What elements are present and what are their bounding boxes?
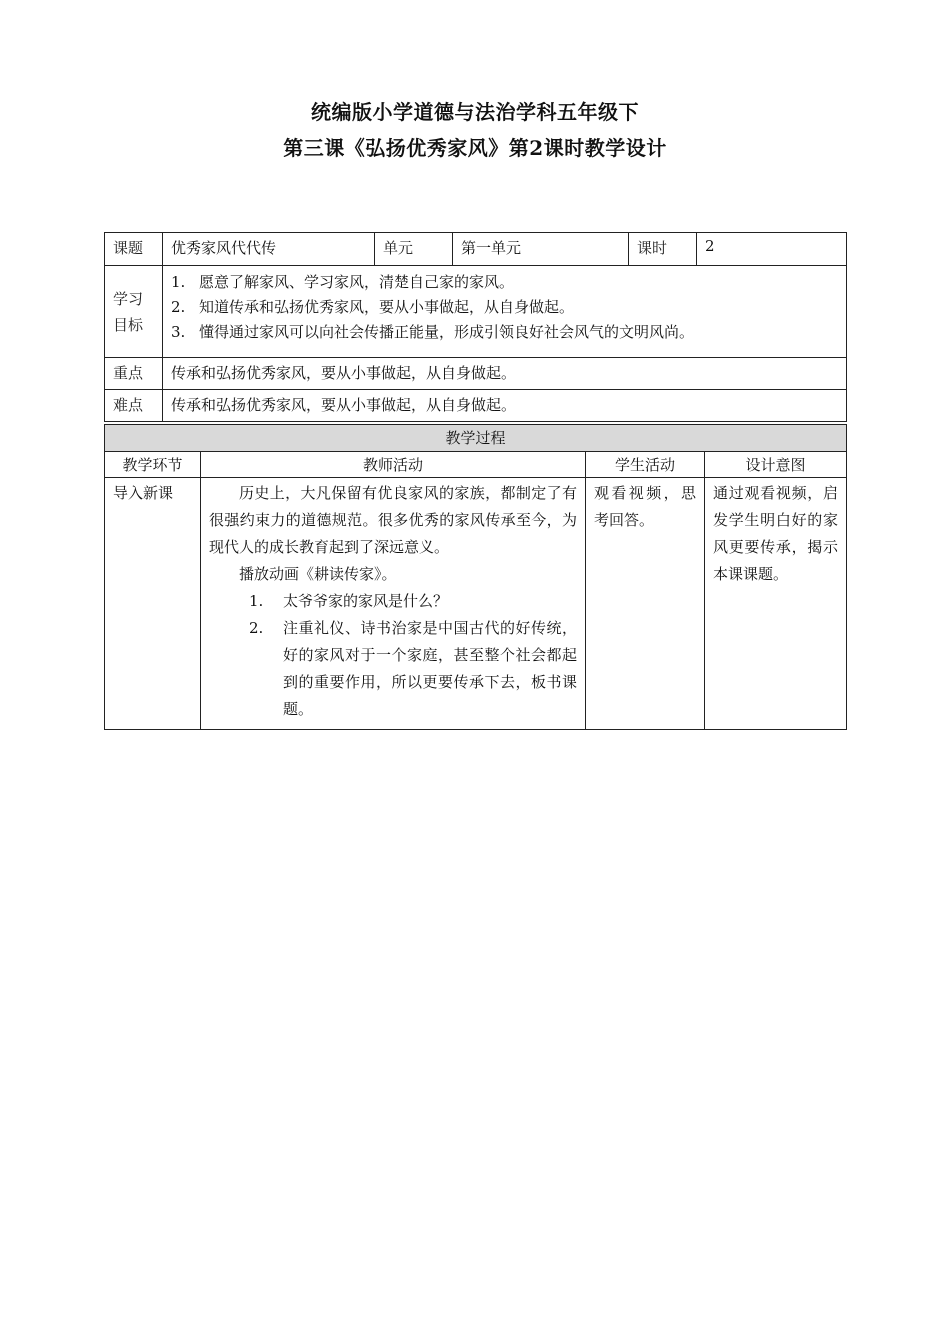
process-header-row [105,452,847,478]
table-row [105,478,847,730]
period-value: 2 [697,233,847,266]
student-activity-text: 观看视频，思考回答。 [594,484,696,529]
topic-value: 优秀家风代代传 [163,233,375,266]
goal-text: 懂得通过家风可以向社会传播正能量，形成引领良好社会风气的文明风尚。 [199,323,695,341]
teacher-paragraph: 历史上，大凡保留有优良家风的家族，都制定了有很强约束力的道德规范。很多优秀的家风传承至今，为现代人的成长教育起到了深远意义。 [209,484,577,556]
process-band-row [105,425,847,452]
lesson-info-table [104,232,847,422]
process-band-title: 教学过程 [105,425,847,452]
goals-list [171,270,838,345]
goal-text: 知道传承和弘扬优秀家风，要从小事做起，从自身做起。 [199,298,575,316]
goal-number: 2. [171,298,186,316]
topic-row [105,233,847,266]
step-text: 太爷爷家的家风是什么？ [283,592,449,610]
topic-label: 课题 [105,233,163,266]
step-text: 注重礼仪、诗书治家是中国古代的好传统，好的家风对于一个家庭，甚至整个社会都起到的重要作用，所以更要传承下去，板书课题。 [283,619,577,718]
goals-row [105,266,847,358]
design-intent-cell [705,478,847,730]
period-label: 课时 [629,233,697,266]
unit-value: 第一单元 [453,233,629,266]
teacher-activity-cell [201,478,586,730]
teacher-step [209,615,577,723]
column-header-teacher: 教师活动 [201,452,586,478]
design-intent-text: 通过观看视频，启发学生明白好的家风更要传承，揭示本课课题。 [713,484,839,583]
difficulty-label: 难点 [105,390,163,422]
goal-text: 愿意了解家风、学习家风，清楚自己家的家风。 [199,273,515,291]
column-header-stage: 教学环节 [105,452,201,478]
goal-item [171,320,838,345]
column-header-intent: 设计意图 [705,452,847,478]
step-number: 2. [249,619,264,637]
unit-label: 单元 [375,233,453,266]
teacher-step [209,588,577,615]
goal-number: 1. [171,273,186,291]
teaching-process-table [104,424,847,730]
key-row [105,358,847,390]
student-activity-cell [586,478,705,730]
goal-item [171,270,838,295]
difficulty-value: 传承和弘扬优秀家风，要从小事做起，从自身做起。 [163,390,847,422]
column-header-student: 学生活动 [586,452,705,478]
key-value: 传承和弘扬优秀家风，要从小事做起，从自身做起。 [163,358,847,390]
difficulty-row [105,390,847,422]
goal-number: 3. [171,323,186,341]
page-subtitle: 第三课《弘扬优秀家风》第2课时教学设计 [283,136,667,160]
stage-cell: 导入新课 [105,478,201,730]
step-number: 1. [249,592,264,610]
goals-label: 学习目标 [105,266,163,358]
teacher-paragraph: 播放动画《耕读传家》。 [239,565,397,583]
key-label: 重点 [105,358,163,390]
page-title: 统编版小学道德与法治学科五年级下 [311,100,639,124]
goal-item [171,295,838,320]
goals-cell [163,266,847,358]
